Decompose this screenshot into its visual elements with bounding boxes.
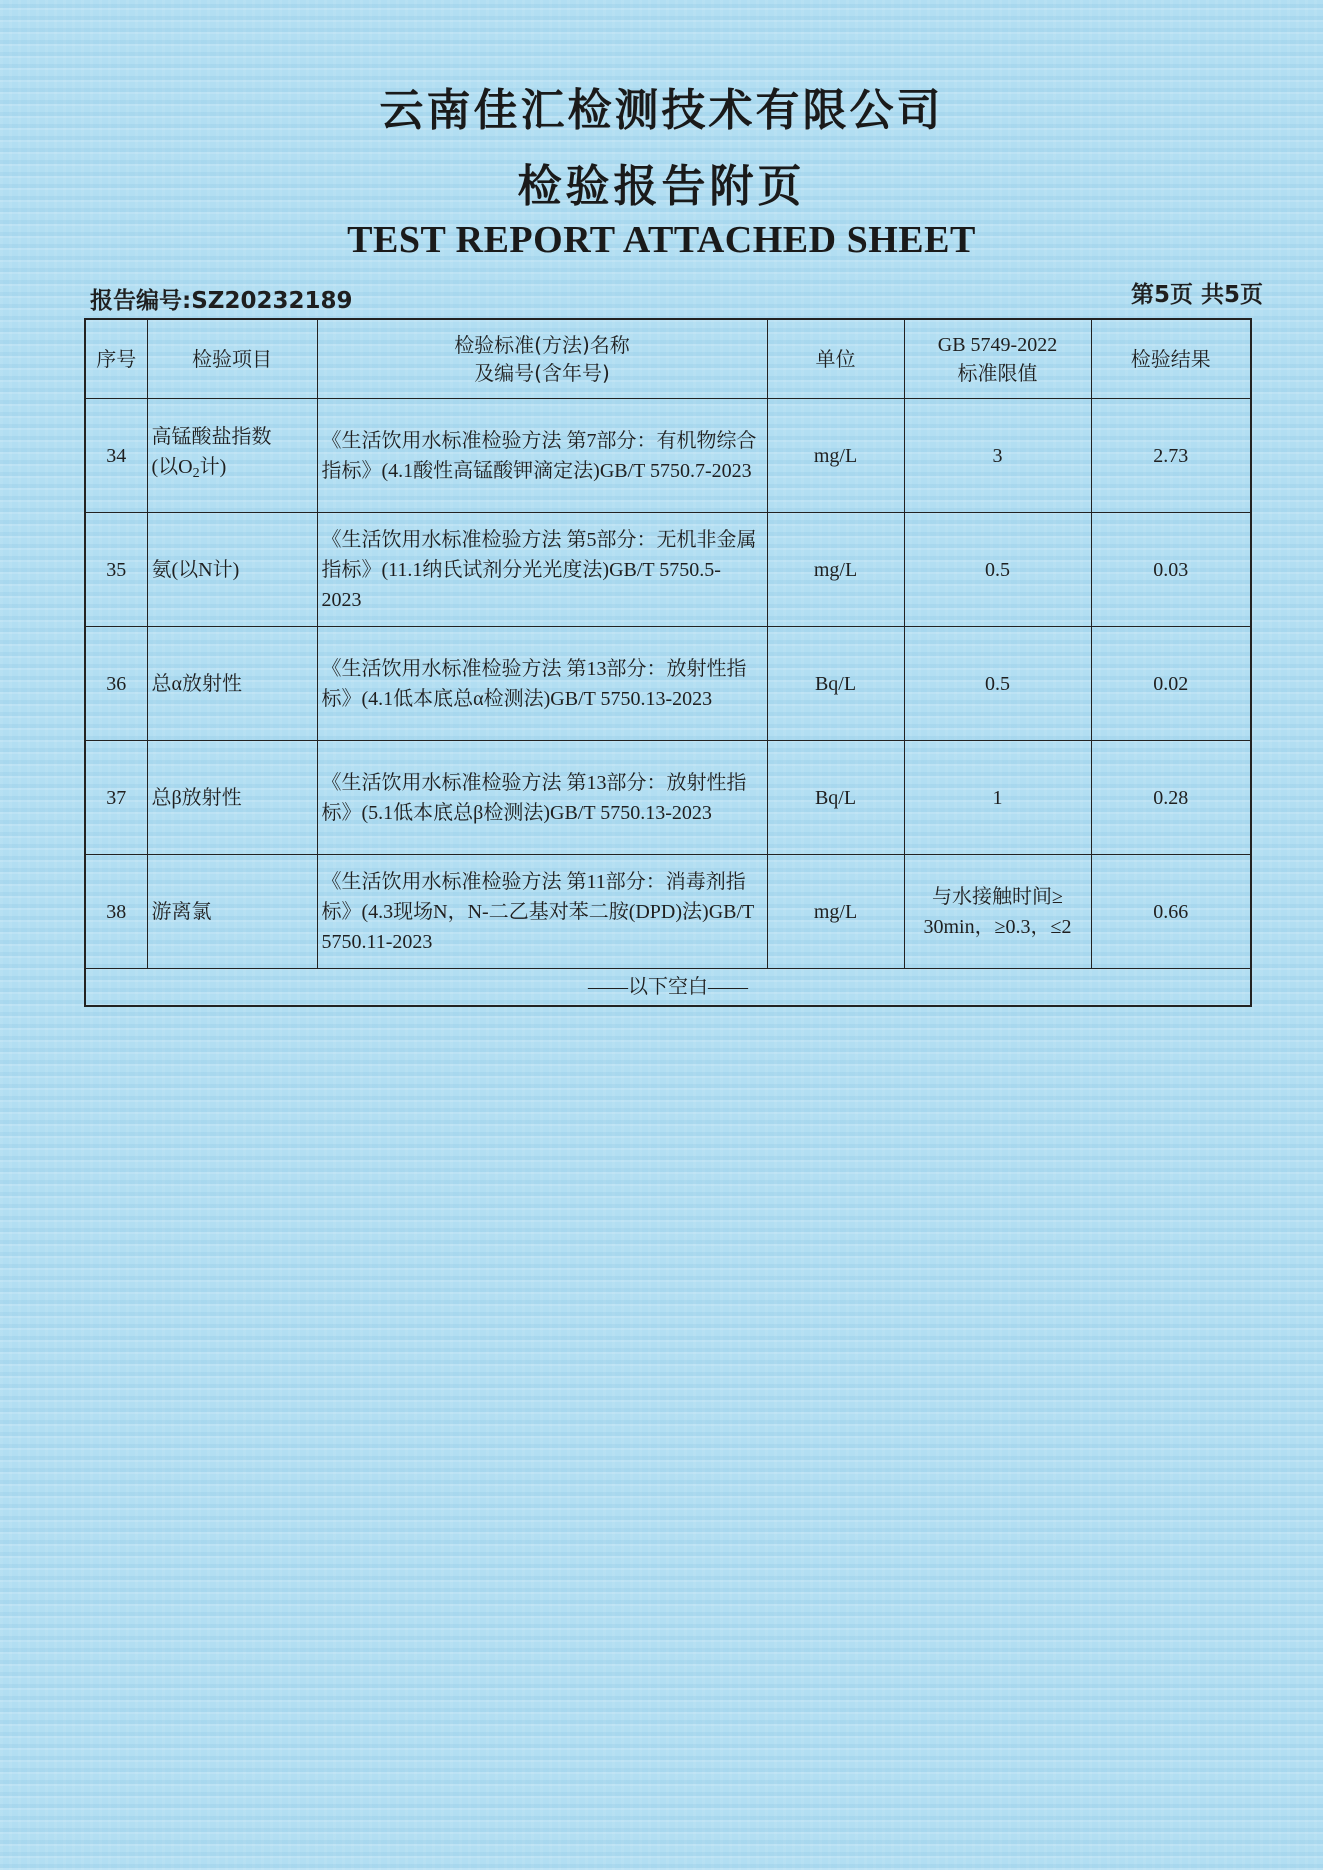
cell-item-post: 计) (199, 456, 227, 478)
header-limit-line1: GB 5749-2022 (937, 334, 1058, 356)
header-unit: 单位 (767, 319, 904, 399)
cell-limit (904, 855, 1091, 969)
cell-method: 《生活饮用水标准检验方法 第13部分：放射性指标》(5.1低本底总β检测法)GB/T 5750.13-2023 (317, 741, 767, 855)
table-row (85, 627, 1251, 741)
header-limit (904, 319, 1091, 399)
cell-item: 总α放射性 (147, 627, 317, 741)
document-subtitle: 检验报告附页 (517, 161, 806, 212)
cell-seq: 38 (85, 855, 147, 969)
blank-note-row (85, 969, 1251, 1007)
cell-limit: 0.5 (904, 627, 1091, 741)
cell-item: 游离氯 (147, 855, 317, 969)
cell-method: 《生活饮用水标准检验方法 第13部分：放射性指标》(4.1低本底总α检测法)GB/T 5750.13-2023 (317, 627, 767, 741)
cell-item-line1: 高锰酸盐指数 (151, 426, 272, 448)
cell-unit: mg/L (767, 513, 904, 627)
cell-result: 0.28 (1091, 741, 1251, 855)
cell-limit-line1: 与水接触时间≥ (932, 885, 1063, 908)
cell-limit: 1 (904, 741, 1091, 855)
blank-note: ——以下空白—— (85, 969, 1251, 1007)
english-title: TEST REPORT ATTACHED SHEET (347, 219, 976, 261)
cell-seq: 37 (85, 741, 147, 855)
report-number: 报告编号:SZ20232189 (90, 288, 353, 314)
cell-method: 《生活饮用水标准检验方法 第7部分：有机物综合指标》(4.1酸性高锰酸钾滴定法)GB/T 5750.7-2023 (317, 399, 767, 513)
cell-result: 0.02 (1091, 627, 1251, 741)
table-row (85, 855, 1251, 969)
cell-unit: Bq/L (767, 627, 904, 741)
header-method (317, 319, 767, 399)
cell-seq: 35 (85, 513, 147, 627)
header-method-line2: 及编号(含年号) (474, 361, 610, 385)
cell-method: 《生活饮用水标准检验方法 第5部分：无机非金属指标》(11.1纳氏试剂分光光度法)GB/T 5750.5-2023 (317, 513, 767, 627)
table-header-row (85, 319, 1251, 399)
cell-item-line2 (152, 452, 316, 489)
cell-method: 《生活饮用水标准检验方法 第11部分：消毒剂指标》(4.3现场N，N-二乙基对苯二胺(DPD)法)GB/T 5750.11-2023 (317, 855, 767, 969)
table-row (85, 741, 1251, 855)
cell-item (147, 399, 317, 513)
header-item: 检验项目 (147, 319, 317, 399)
company-name: 云南佳汇检测技术有限公司 (379, 85, 944, 136)
cell-unit: mg/L (767, 399, 904, 513)
cell-item: 氨(以N计) (147, 513, 317, 627)
cell-result: 0.03 (1091, 513, 1251, 627)
cell-seq: 36 (85, 627, 147, 741)
cell-unit: Bq/L (767, 741, 904, 855)
results-table (84, 318, 1252, 1007)
header-method-line1: 检验标准(方法)名称 (454, 333, 630, 357)
cell-result: 2.73 (1091, 399, 1251, 513)
cell-unit: mg/L (767, 855, 904, 969)
cell-item-subscript: 2 (192, 466, 200, 481)
header-limit-line2: 标准限值 (957, 361, 1038, 385)
cell-seq: 34 (85, 399, 147, 513)
header-result: 检验结果 (1091, 319, 1251, 399)
table-row (85, 513, 1251, 627)
cell-item: 总β放射性 (147, 741, 317, 855)
cell-limit: 0.5 (904, 513, 1091, 627)
cell-limit: 3 (904, 399, 1091, 513)
page-indicator: 第5页 共5页 (1130, 282, 1263, 308)
table-row (85, 399, 1251, 513)
cell-result: 0.66 (1091, 855, 1251, 969)
cell-item-pre: (以O (151, 456, 193, 478)
header-seq: 序号 (85, 319, 147, 399)
cell-limit-line2: 30min，≥0.3，≤2 (923, 915, 1072, 938)
